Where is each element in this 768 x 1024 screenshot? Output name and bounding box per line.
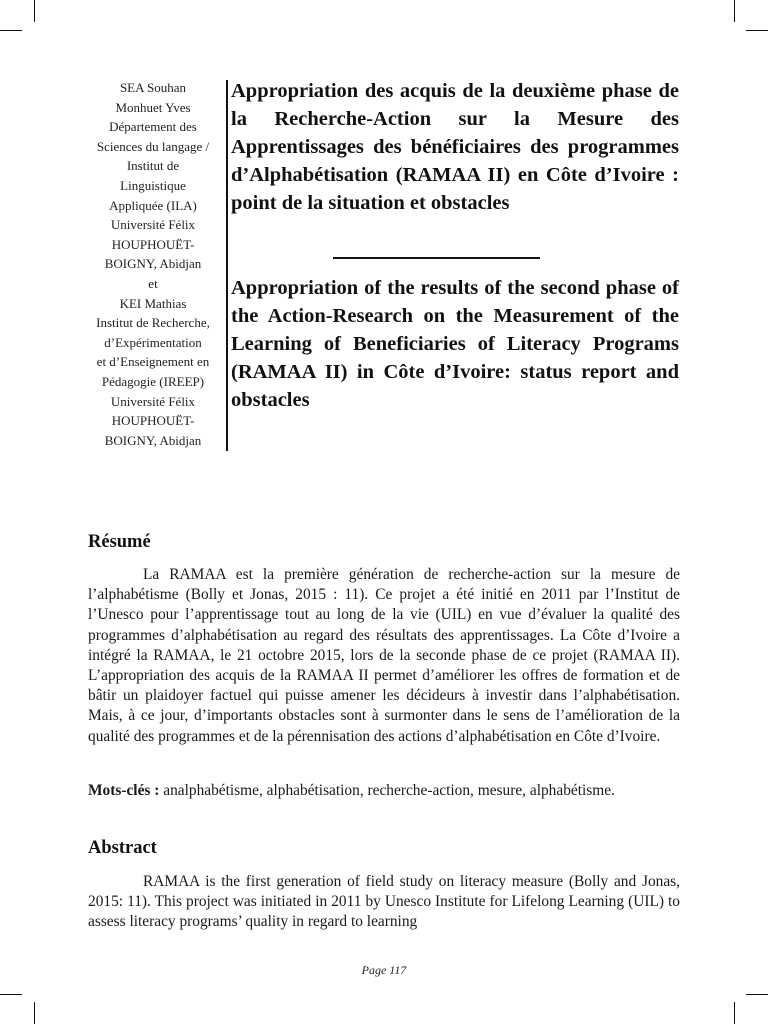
author-line: Appliquée (ILA) (109, 197, 197, 213)
resume-heading: Résumé (88, 532, 151, 552)
author-line: SEA Souhan (119, 80, 187, 95)
crop-mark (746, 30, 768, 31)
resume-paragraph: La RAMAA est la première génération de recherche-action sur la mesure de l’alphabétisme (Bolly et Jonas, 2015 : 11). Ce projet a été initié en 2011 par l’Institut de l’Unesco pour l’apprentissage tout au long de la vie (UIL) en vue d’évaluer la qualité des programmes d’alphabétisation au regard des résultats des apprentissages. La Côte d’Ivoire a intégré la RAMAA, le 21 octobre 2015, lors de la seconde phase de ce projet (RAMAA II). L’appropriation des acquis de la RAMAA II permet d’améliorer les offres de formation et de bâtir un plaidoyer factuel qui puisse amener les décideurs à investir dans l’alphabétisation. Mais, à ce jour, d’importants obstacles sont à surmonter dans le sens de l’amélioration de la qualité des programmes et de la pérennisation des actions d’alphabétisation en Côte d’Ivoire. (88, 566, 680, 745)
author-line: Monhuet Yves (115, 99, 191, 115)
author-line: BOIGNY, Abidjan (104, 432, 202, 448)
abstract-body (88, 872, 680, 934)
author-line: Institut de Recherche, (96, 315, 210, 331)
author-line: d’Expérimentation (104, 334, 202, 350)
crop-mark (746, 994, 768, 995)
author-line: Linguistique (120, 177, 186, 193)
crop-mark (34, 0, 35, 22)
abstract-paragraph: RAMAA is the first generation of field study on literacy measure (Bolly and Jonas, 2015: 11). This project was initiated in 2011 by Unesco Institute for Lifelong Learning (UIL) to assess literacy programs’ quality in regard to learning (88, 873, 680, 931)
author-line: Université Félix (110, 393, 196, 409)
author-line: Institut de (126, 158, 180, 174)
author-line: Département des (109, 119, 197, 135)
author-line: KEI Mathias (119, 295, 187, 311)
resume-body (88, 565, 680, 747)
author-affiliations (82, 78, 224, 450)
author-line: HOUPHOUËT- (111, 413, 195, 429)
author-line: Sciences du langage / (96, 138, 210, 154)
author-line: Pédagogie (IREEP) (101, 373, 205, 389)
title-english: Appropriation of the results of the second phase of the Action-Research on the Measurement of the Learning of Beneficiaries of Literacy Programs (RAMAA II) in Côte d’Ivoire: status report and obstacles (231, 277, 679, 411)
crop-mark (0, 30, 22, 31)
author-line: Université Félix (110, 217, 196, 233)
author-line: BOIGNY, Abidjan (104, 256, 202, 272)
crop-mark (34, 1002, 35, 1024)
page-number: Page 117 (361, 963, 407, 977)
vertical-divider (226, 80, 228, 451)
keywords (88, 781, 680, 801)
title-french: Appropriation des acquis de la deuxième phase de la Recherche-Action sur la Mesure des Apprentissages des bénéficiaires des programmes d’Alphabétisation (RAMAA II) en Côte d’Ivoire : point de la situation et obstacles (231, 80, 679, 214)
title-separator (333, 257, 540, 259)
keywords-list: analphabétisme, alphabétisation, recherche-action, mesure, alphabétisme. (163, 782, 615, 799)
abstract-heading: Abstract (88, 838, 157, 858)
crop-mark (0, 994, 22, 995)
author-line: et (148, 275, 158, 291)
keywords-label: Mots-clés : (88, 782, 160, 799)
crop-mark (734, 1002, 735, 1024)
crop-mark (734, 0, 735, 22)
author-line: et d’Enseignement en (96, 354, 210, 370)
author-line: HOUPHOUËT- (111, 236, 195, 252)
